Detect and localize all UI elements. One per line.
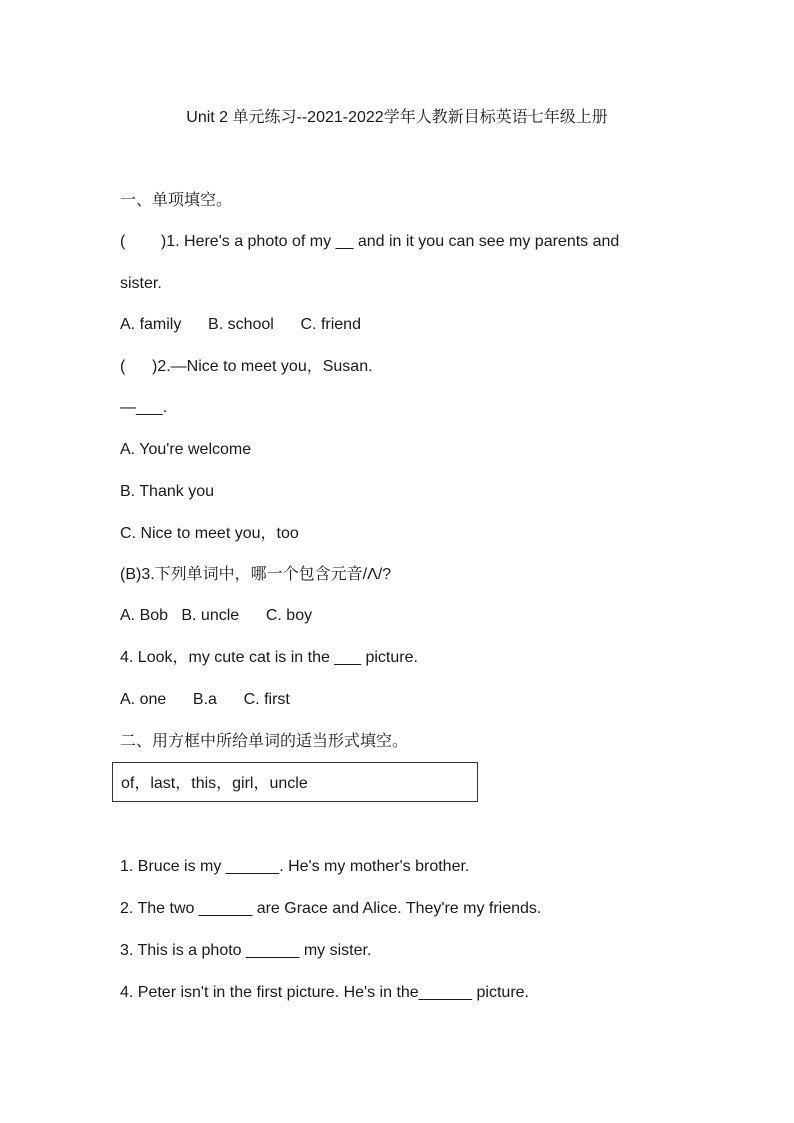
question-1-options: A. family B. school C. friend [120, 316, 361, 333]
question-4-options: A. one B.a C. first [120, 691, 290, 708]
fill-sentence-3: 3. This is a photo ______ my sister. [120, 942, 372, 959]
fill-sentence-2: 2. The two ______ are Grace and Alice. They're my friends. [120, 900, 542, 917]
fill-sentence-4: 4. Peter isn't in the first picture. He's in the______ picture. [120, 984, 529, 1001]
question-2-line1: ( )2.—Nice to meet you，Susan. [120, 358, 373, 375]
question-2-line2: —___. [120, 399, 168, 416]
section1-heading: 一、单项填空。 [120, 192, 233, 209]
question-1-line1: ( )1. Here's a photo of my __ and in it you can see my parents and [120, 233, 620, 250]
fill-sentence-1: 1. Bruce is my ______. He's my mother's brother. [120, 858, 470, 875]
word-box [112, 762, 478, 802]
question-4-line1: 4. Look，my cute cat is in the ___ picture. [120, 649, 418, 666]
question-1-line2: sister. [120, 275, 162, 292]
question-2-option-c: C. Nice to meet you，too [120, 525, 299, 542]
question-3-line1: (B)3.下列单词中，哪一个包含元音/Λ/? [120, 566, 392, 583]
word-box-text: of，last，this，girl，uncle [121, 775, 308, 792]
question-3-options: A. Bob B. uncle C. boy [120, 607, 313, 624]
section2-heading: 二、用方框中所给单词的适当形式填空。 [120, 733, 409, 750]
document-title: Unit 2 单元练习--2021-2022学年人教新目标英语七年级上册 [186, 109, 608, 126]
question-2-option-b: B. Thank you [120, 483, 214, 500]
question-2-option-a: A. You're welcome [120, 441, 252, 458]
